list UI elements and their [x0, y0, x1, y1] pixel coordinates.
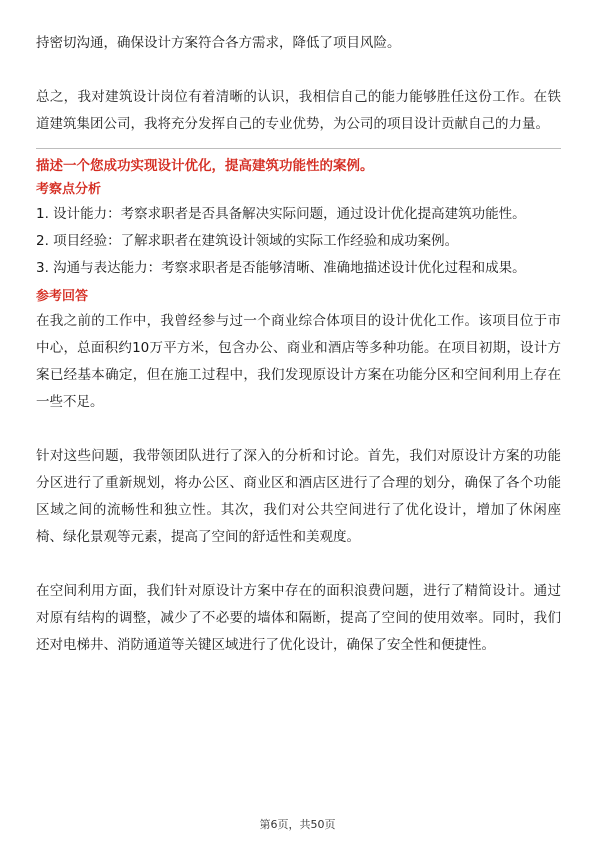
- analysis-item: 2. 项目经验：了解求职者在建筑设计领域的实际工作经验和成功案例。: [36, 233, 459, 249]
- intro-paragraph: 总之，我对建筑设计岗位有着清晰的认识，我相信自己的能力能够胜任这份工作。在铁道建筑集团公司，我将充分发挥自己的专业优势，为公司的项目设计贡献自己的力量。: [36, 89, 561, 132]
- answer-heading: 参考回答: [36, 289, 89, 304]
- paragraph-gap: [36, 57, 561, 84]
- intro-paragraph: 持密切沟通，确保设计方案符合各方需求，降低了项目风险。: [36, 35, 401, 51]
- page-number: 第6页，共50页: [259, 818, 336, 831]
- section-divider: [36, 148, 561, 149]
- interview-question: 描述一个您成功实现设计优化，提高建筑功能性的案例。: [36, 158, 374, 174]
- answer-paragraph: 在空间利用方面，我们针对原设计方案中存在的面积浪费问题，进行了精简设计。通过对原有结构的调整，减少了不必要的墙体和隔断，提高了空间的使用效率。同时，我们还对电梯井、消防通道等关键区域进行了优化设计，确保了安全性和便捷性。: [36, 583, 561, 653]
- paragraph-gap: [36, 551, 561, 578]
- analysis-item: 3. 沟通与表达能力：考察求职者是否能够清晰、准确地描述设计优化过程和成果。: [36, 260, 526, 276]
- analysis-heading: 考察点分析: [36, 182, 102, 197]
- document-body: [36, 30, 561, 659]
- answer-paragraph: 针对这些问题，我带领团队进行了深入的分析和讨论。首先，我们对原设计方案的功能分区进行了重新规划，将办公区、商业区和酒店区进行了合理的划分，确保了各个功能区域之间的流畅性和独立性。其次，我们对公共空间进行了优化设计，增加了休闲座椅、绿化景观等元素，提高了空间的舒适性和美观度。: [36, 448, 561, 545]
- paragraph-gap: [36, 416, 561, 443]
- analysis-item: 1. 设计能力：考察求职者是否具备解决实际问题，通过设计优化提高建筑功能性。: [36, 206, 526, 222]
- answer-paragraph: 在我之前的工作中，我曾经参与过一个商业综合体项目的设计优化工作。该项目位于市中心，总面积约10万平方米，包含办公、商业和酒店等多种功能。在项目初期，设计方案已经基本确定，但在施工过程中，我们发现原设计方案在功能分区和空间利用上存在一些不足。: [36, 313, 561, 410]
